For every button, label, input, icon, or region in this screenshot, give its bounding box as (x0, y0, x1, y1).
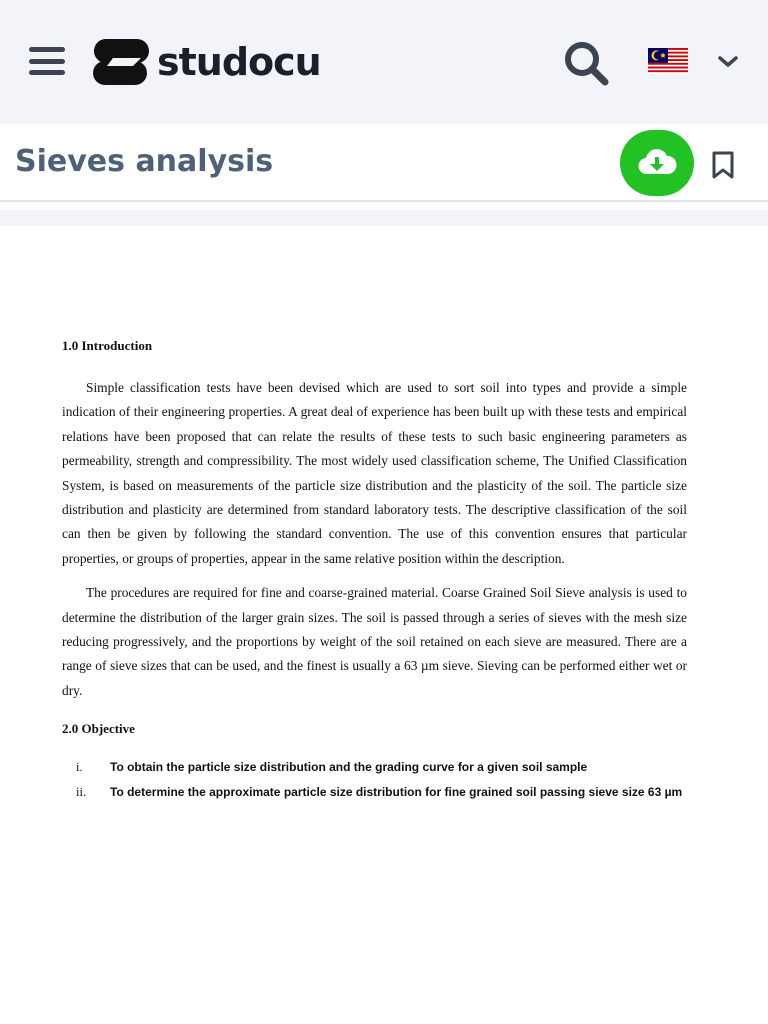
section-heading-introduction: 1.0 Introduction (62, 338, 153, 353)
introduction-paragraph-1: Simple classification tests have been devised which are used to sort soil into types and provide a simple indication of their engineering properties. A great deal of experience has been built up with these tests and empirical relations have been proposed that can relate the results of these tests to such basic engineering parameters as permeability, strength and compressibility. The most widely used classification scheme, The Unified Classification System, is based on measurements of the particle size distribution and the plasticity of the soil. The particle size distribution and plasticity are determined from standard laboratory tests. The descriptive classification of the soil can then be given by following the standard convention. The use of this convention ensures that particular properties, or groups of properties, appear in the same relative position within the description. (62, 380, 687, 566)
document-page (0, 226, 768, 1024)
viewer-divider (0, 210, 768, 226)
top-navigation-bar (0, 0, 768, 124)
studocu-logo-mark-icon (93, 37, 149, 87)
objective-list (62, 755, 687, 804)
bookmark-icon[interactable] (710, 150, 736, 180)
logo-text: studocu (157, 40, 321, 84)
studocu-logo[interactable] (93, 36, 321, 88)
document-title: Sieves analysis (15, 144, 274, 179)
introduction-paragraph-2: The procedures are required for fine and coarse-grained material. Coarse Grained Soil Sieve analysis is used to determine the distribution of the larger grain sizes. The soil is passed through a series of sieves with the mesh size reducing progressively, and the proportions by weight of the soil retained on each sieve are measured. There are a range of sieve sizes that can be used, and the finest is usually a 63 µm sieve. Sieving can be performed either wet or dry. (62, 585, 687, 698)
hamburger-menu-icon[interactable] (29, 47, 65, 75)
cloud-download-icon (637, 148, 677, 178)
objective-number: ii. (76, 784, 87, 799)
objective-item (62, 755, 687, 780)
download-button[interactable] (620, 130, 694, 196)
objective-text: To obtain the particle size distribution and the grading curve for a given soil sample (110, 760, 588, 775)
document-title-bar (0, 124, 768, 202)
malaysia-flag-icon[interactable] (648, 48, 688, 74)
section-heading-objective: 2.0 Objective (62, 721, 135, 737)
document-content (62, 338, 687, 804)
objective-item (62, 780, 687, 805)
objective-number: i. (76, 760, 83, 775)
objective-text: To determine the approximate particle size distribution for fine grained soil passing sieve size 63 µm (110, 784, 683, 799)
search-icon[interactable] (563, 40, 609, 86)
chevron-down-icon[interactable] (716, 52, 740, 70)
